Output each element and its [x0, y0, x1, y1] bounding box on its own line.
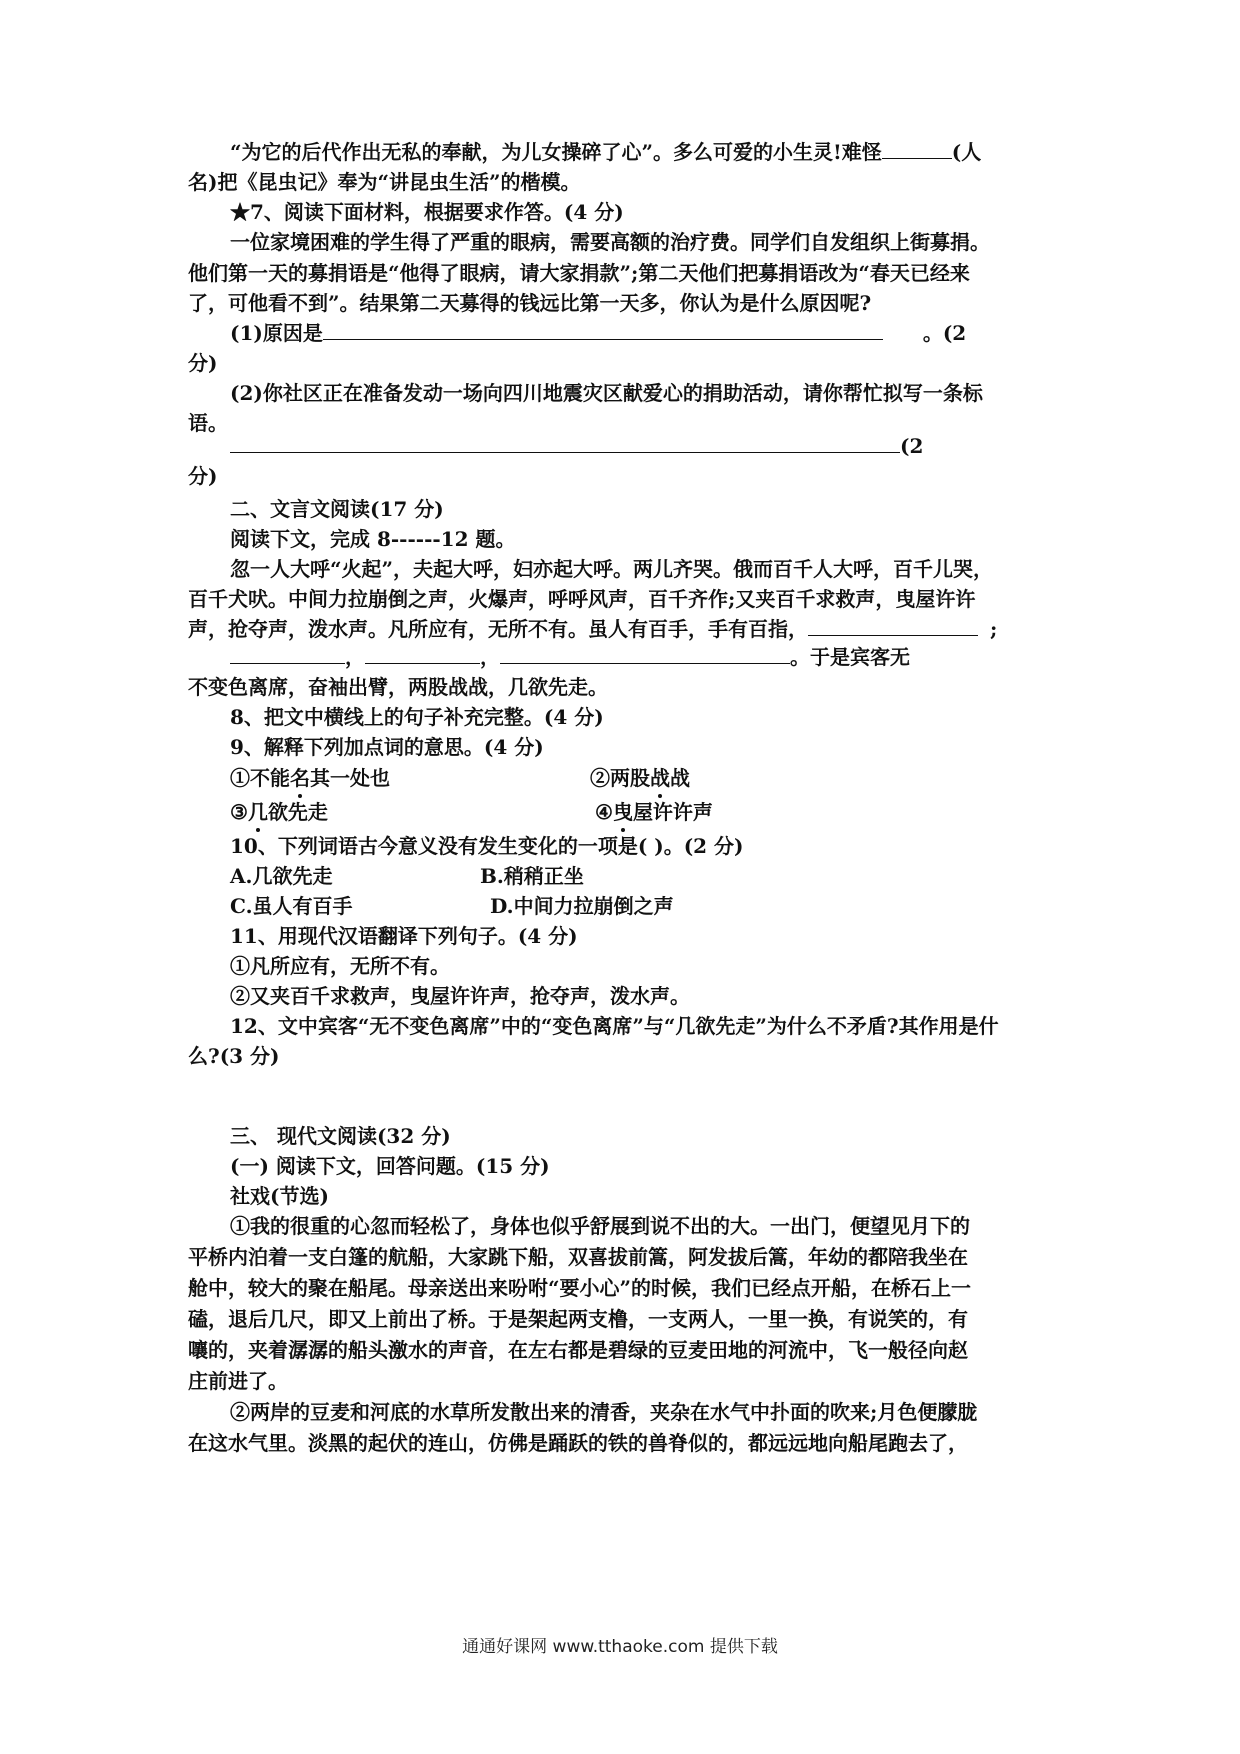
classical-text-line: 不变色离席，奋袖出臂，两股战战，几欲先走。: [188, 675, 608, 699]
passage-line: 磕，退后几尺，即又上前出了桥。于是架起两支橹，一支两人，一里一换，有说笑的，有: [188, 1307, 968, 1331]
q10-option-c: C.虽人有百手: [230, 894, 353, 918]
text-line: 分): [188, 351, 218, 375]
q10-option-a: A.几欲先走: [230, 864, 333, 888]
text-line: 分): [188, 464, 218, 488]
question-7: ★7、阅读下面材料，根据要求作答。(4 分): [230, 200, 624, 224]
text: 战: [670, 766, 690, 790]
section-heading: 二、文言文阅读(17 分): [230, 497, 444, 521]
answer-blank[interactable]: [230, 434, 900, 453]
passage-line: 嚷的，夹着潺潺的船头激水的声音，在左右都是碧绿的豆麦田地的河流中，飞一般径向赵: [188, 1338, 968, 1362]
passage-line: 在这水气里。淡黑的起伏的连山，仿佛是踊跃的铁的兽脊似的，都远远地向船尾跑去了，: [188, 1431, 968, 1455]
text: ，: [345, 645, 365, 669]
question-10: 10、下列词语古今意义没有发生变化的一项是( )。(2 分): [230, 834, 744, 858]
instruction: 阅读下文，完成 8------12 题。: [230, 527, 516, 551]
text: ①不能: [230, 766, 290, 790]
dotted-word: 曳: [612, 800, 633, 824]
text: 。(2: [922, 321, 967, 345]
q9-item-2: [590, 764, 690, 792]
question-9: 9、解释下列加点词的意思。(4 分): [230, 735, 544, 759]
passage-line: ②两岸的豆麦和河底的水草所发散出来的清香，夹杂在水气中扑面的吹来;月色便朦胧: [230, 1400, 978, 1424]
text: 。于是宾客无: [790, 645, 910, 669]
text: “为它的后代作出无私的奉献，为儿女操碎了心”。多么可爱的小生灵!难怪: [230, 140, 882, 164]
q10-option-d: D.中间力拉崩倒之声: [490, 894, 674, 918]
answer-blank[interactable]: [808, 617, 978, 636]
passage-line: 平桥内泊着一支白篷的航船，大家跳下船，双喜拔前篙，阿发拔后篙，年幼的都陪我坐在: [188, 1245, 968, 1269]
q10-option-b: B.稍稍正坐: [480, 864, 584, 888]
text: 声，抢夺声，泼水声。凡所应有，无所不有。虽人有百手，手有百指，: [188, 617, 808, 641]
passage-line: 舱中，较大的聚在船尾。母亲送出来吩咐“要小心”的时候，我们已经点开船，在桥石上一: [188, 1276, 972, 1300]
classical-text-line: [188, 615, 997, 643]
answer-blank[interactable]: [323, 321, 883, 340]
dotted-word: 战: [650, 766, 670, 790]
classical-text-line: [230, 643, 910, 671]
passage-line: ①我的很重的心忽而轻松了，身体也似乎舒展到说不出的大。一出门，便望见月下的: [230, 1214, 970, 1238]
text: 其一处也: [310, 766, 390, 790]
section-heading: 三、 现代文阅读(32 分): [230, 1124, 451, 1148]
text: ③: [230, 800, 248, 824]
q9-item-4: [595, 798, 713, 826]
text-line: 么?(3 分): [188, 1044, 280, 1068]
answer-blank[interactable]: [365, 645, 480, 664]
q9-item-1: [230, 764, 390, 792]
question-11: 11、用现代汉语翻译下列句子。(4 分): [230, 924, 578, 948]
question-12: 12、文中宾客“无不变色离席”中的“变色离席”与“几欲先走”为什么不矛盾?其作用是什: [230, 1014, 999, 1038]
passage-title: 社戏(节选): [230, 1184, 329, 1208]
subsection-heading: (一) 阅读下文，回答问题。(15 分): [230, 1154, 550, 1178]
answer-blank[interactable]: [500, 645, 790, 664]
question-7-2: (2)你社区正在准备发动一场向四川地震灾区献爱心的捐助活动，请你帮忙拟写一条标: [230, 381, 983, 405]
paragraph-line: 一位家境困难的学生得了严重的眼病，需要高额的治疗费。同学们自发组织上街募捐。: [230, 230, 990, 254]
text-line: 名)把《昆虫记》奉为“讲昆虫生活”的楷模。: [188, 170, 581, 194]
answer-blank[interactable]: [882, 140, 952, 159]
dotted-word: 几: [247, 800, 268, 824]
question-8: 8、把文中横线上的句子补充完整。(4 分): [230, 705, 604, 729]
dotted-word: 名: [290, 766, 310, 790]
q9-item-3: [230, 798, 328, 826]
question-7-1: [230, 319, 966, 347]
classical-text-line: 忽一人大呼“火起”，夫起大呼，妇亦起大呼。两儿齐哭。俄而百千人大呼，百千儿哭，: [230, 557, 994, 581]
text: ;: [990, 617, 998, 641]
text: ②两股: [590, 766, 650, 790]
text: 屋许许声: [632, 800, 713, 824]
q11-item-2: ②又夹百千求救声，曳屋许许声，抢夺声，泼水声。: [230, 984, 690, 1008]
text: 欲先走: [267, 800, 328, 824]
paragraph-line: 了，可他看不到”。结果第二天募得的钱远比第一天多，你认为是什么原因呢?: [188, 291, 872, 315]
text: (人: [951, 140, 982, 164]
text: ，: [480, 645, 500, 669]
answer-blank[interactable]: [230, 645, 345, 664]
text: ④: [595, 800, 613, 824]
text: (2: [900, 434, 924, 458]
passage-line: 庄前进了。: [188, 1369, 288, 1393]
text-line: [230, 138, 981, 166]
q11-item-1: ①凡所应有，无所不有。: [230, 954, 450, 978]
answer-line: [230, 432, 923, 460]
text-line: 语。: [188, 411, 228, 435]
page-footer: 通通好课网 www.tthaoke.com 提供下载: [462, 1637, 778, 1657]
classical-text-line: 百千犬吠。中间力拉崩倒之声，火爆声，呼呼风声，百千齐作;又夹百千求救声，曳屋许许: [188, 587, 976, 611]
text: (1)原因是: [230, 321, 323, 345]
paragraph-line: 他们第一天的募捐语是“他得了眼病，请大家捐款”;第二天他们把募捐语改为“春天已经来: [188, 261, 970, 285]
